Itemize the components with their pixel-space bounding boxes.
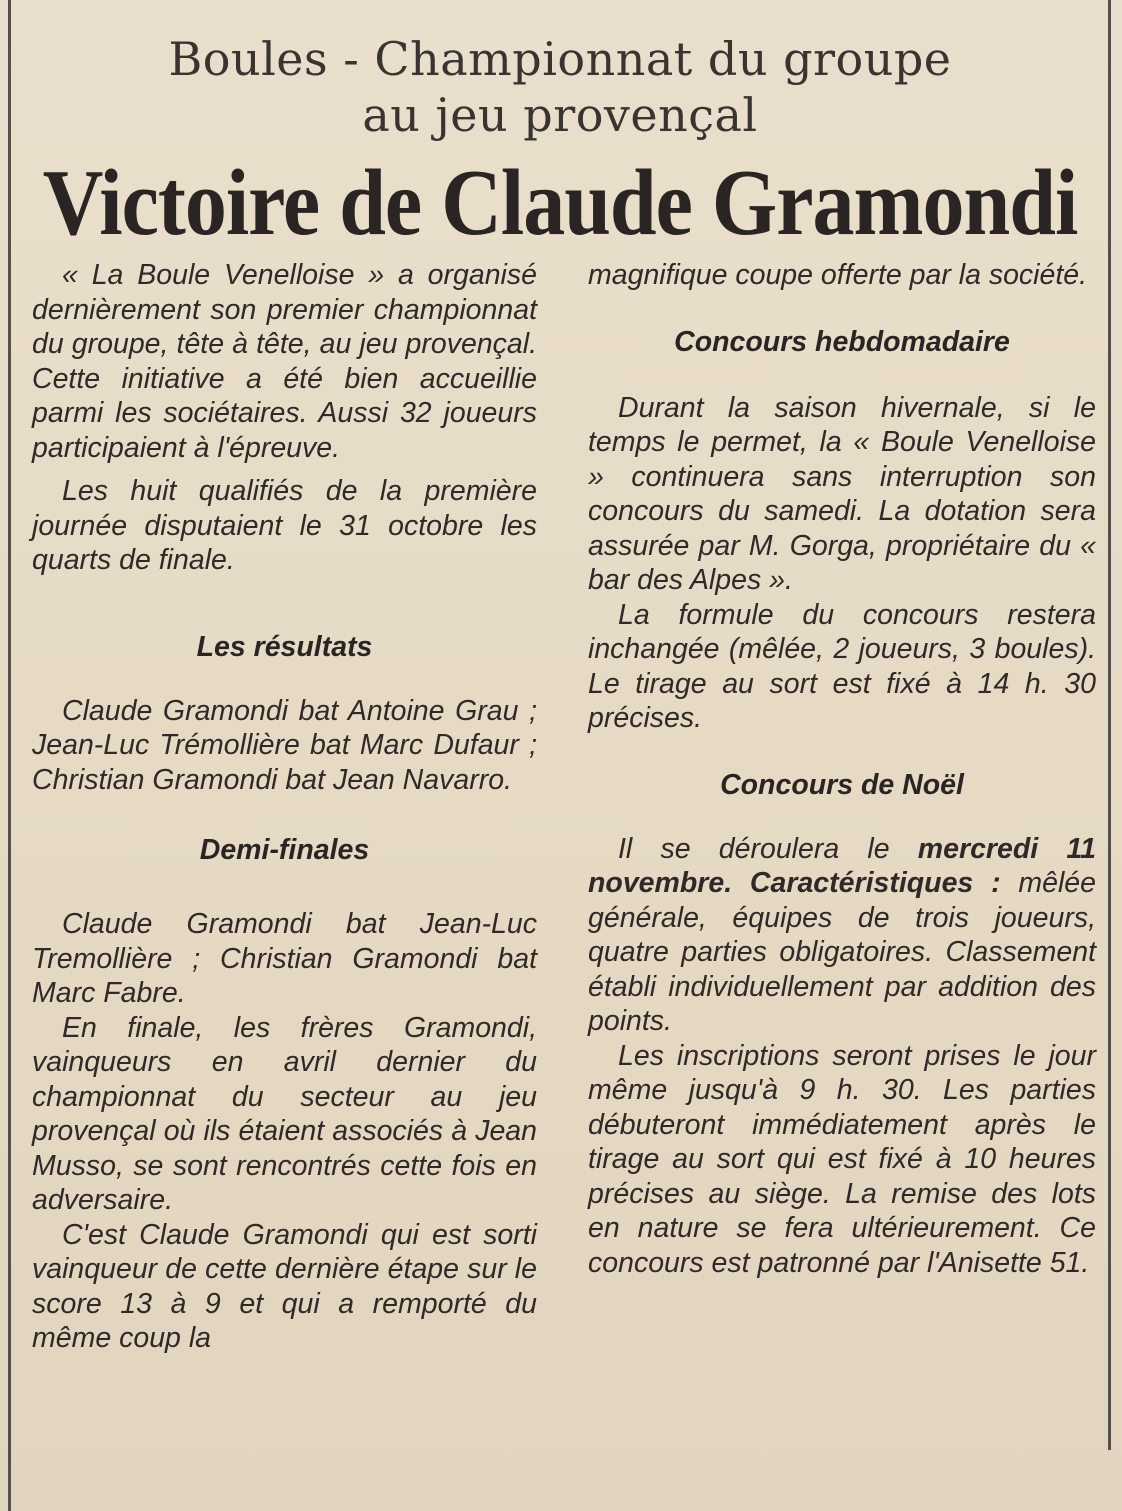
paragraph-intro: « La Boule Venelloise » a organisé dernièrement son premier championnat du groupe, tête à tête, au jeu provençal. Cette initiative a été bien accueillie parmi les sociétaires. Aussi 32 joueurs participaient à l'épreuve. <box>32 259 537 464</box>
paragraph-cup: magnifique coupe offerte par la société. <box>588 259 1088 291</box>
headline: Victoire de Claude Gramondi <box>42 151 1078 256</box>
paragraph-winter: Durant la saison hivernale, si le temps le permet, la « Boule Venelloise » continuera sans interruption son concours du samedi. La dotation sera assurée par M. Gorga, propriétaire du « bar des Alpes ». <box>588 391 1096 596</box>
paragraph-semifinals: Claude Gramondi bat Jean-Luc Tremollière ; Christian Gramondi bat Marc Fabre. <box>32 908 537 1009</box>
subhead-results: Les résultats <box>196 630 373 663</box>
left-border-rule <box>8 0 11 1511</box>
christmas-text-rest: mêlée générale, équipes de trois joueurs, quatre parties obligatoires. Classement établi individuellement par addition des points. <box>588 867 1097 1037</box>
right-border-rule <box>1108 0 1111 1450</box>
paragraph-formula: La formule du concours restera inchangée (mêlée, 2 joueurs, 3 boules). Le tirage au sort est fixé à 14 h. 30 précises. <box>588 598 1096 734</box>
paragraph-christmas-details <box>588 832 1096 1039</box>
paragraph-qualified: Les huit qualifiés de la première journée disputaient le 31 octobre les quarts de finale. <box>32 475 537 576</box>
kicker-line-2: au jeu provençal <box>362 88 758 142</box>
subhead-christmas-contest: Concours de Noël <box>720 768 964 801</box>
subhead-semifinals: Demi-finales <box>199 834 370 866</box>
christmas-text-start: Il se déroulera le <box>618 832 918 865</box>
christmas-date-bold: mercredi 11 novembre. Caractéristiques : <box>588 832 1096 899</box>
subhead-weekly-contest: Concours hebdomadaire <box>674 325 1010 358</box>
kicker-line-1: Boules - Championnat du groupe <box>168 32 952 86</box>
right-column <box>588 258 1096 1280</box>
paragraph-registration: Les inscriptions seront prises le jour même jusqu'à 9 h. 30. Les parties débuteront immédiatement après le tirage au sort qui est fixé à 10 heures précises au siège. La remise des lots en nature se fera ultérieurement. Ce concours est patronné par l'Anisette 51. <box>588 1039 1096 1279</box>
paragraph-results: Claude Gramondi bat Antoine Grau ; Jean-Luc Trémollière bat Marc Dufaur ; Christian Gramondi bat Jean Navarro. <box>32 694 537 796</box>
left-column <box>32 258 537 1356</box>
paragraph-final: En finale, les frères Gramondi, vainqueurs en avril dernier du championnat du secteur au jeu provençal où ils étaient associés à Jean Musso, se sont rencontrés cette fois en adversaire. <box>32 1011 537 1216</box>
paragraph-winner: C'est Claude Gramondi qui est sorti vainqueur de cette dernière étape sur le score 13 à 9 et qui a remporté du même coup la <box>32 1218 537 1354</box>
